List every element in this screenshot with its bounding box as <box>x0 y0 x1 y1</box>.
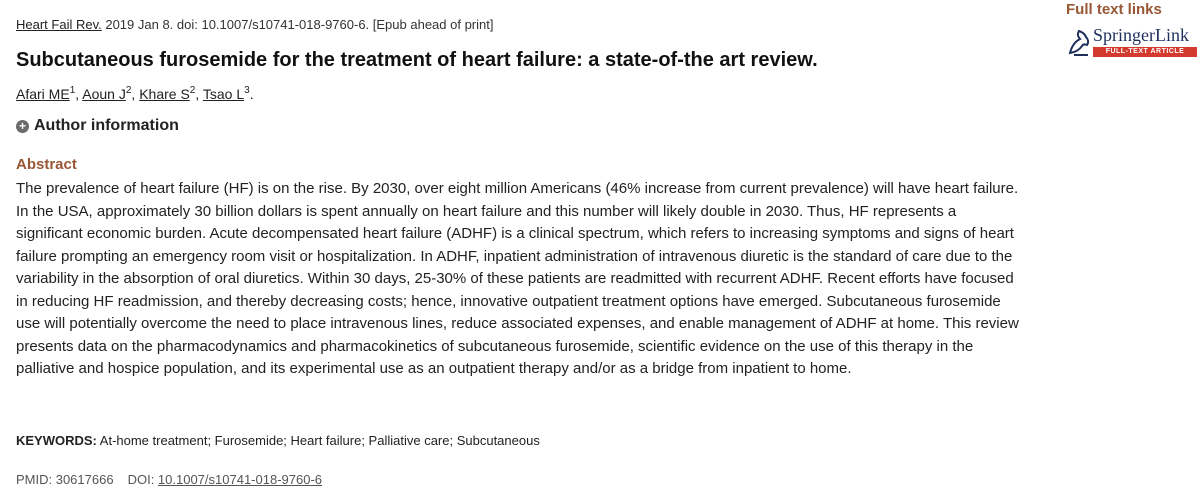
doi-label: DOI: <box>127 472 158 487</box>
keywords-line <box>16 433 540 448</box>
citation-details: 2019 Jan 8. doi: 10.1007/s10741-018-9760-6. [Epub ahead of print] <box>101 17 494 32</box>
author-link[interactable]: Aoun J <box>82 86 126 102</box>
full-text-links-heading: Full text links <box>1066 1 1162 18</box>
article-title: Subcutaneous furosemide for the treatment of heart failure: a state-of-the art review. <box>16 49 818 71</box>
keywords-label: KEYWORDS: <box>16 433 97 448</box>
author-affiliation-number: 2 <box>189 85 196 96</box>
citation-line <box>16 17 493 32</box>
author-affiliation-number: 1 <box>69 85 76 96</box>
doi-link[interactable]: 10.1007/s10741-018-9760-6 <box>157 472 323 487</box>
abstract-heading: Abstract <box>16 156 77 173</box>
keywords-list: At-home treatment; Furosemide; Heart failure; Palliative care; Subcutaneous <box>96 433 540 448</box>
full-text-article-tag: FULL-TEXT ARTICLE <box>1093 47 1197 57</box>
abstract-text: The prevalence of heart failure (HF) is on the rise. By 2030, over eight million Americans (46% increase from current prevalence) will have heart failure. In the USA, approximately 30 billion dollars is spent annually on heart failure and this number will likely double in 2030. Thus, HF represents a significant economic burden. Acute decompensated heart failure (ADHF) is a clinical spectrum, which refers to increasing symptoms and signs of heart failure prompting an emergency room visit or hospitalization. In ADHF, inpatient administration of intravenous diuretic is the standard of care due to the variability in the absorption of oral diuretics. Within 30 days, 25-30% of these patients are readmitted with recurrent ADHF. Recent efforts have focused in reducing HF readmission, and thereby decreasing costs; hence, innovative outpatient treatment options have emerged. Subcutaneous furosemide use will potentially overcome the need to place intravenous lines, reduce associated expenses, and enable management of ADHF at home. This review presents data on the pharmacodynamics and pharmacokinetics of subcutaneous furosemide, scientific evidence on the use of this therapy in the palliative and hospice population, and its experimental use as an outpatient therapy and/or as a bridge from inpatient to home. <box>16 180 1019 377</box>
author-affiliation-number: 2 <box>125 85 132 96</box>
springer-horse-logo-icon <box>1066 27 1092 57</box>
author-affiliation-number: 3 <box>244 85 250 96</box>
identifiers-line <box>16 472 322 487</box>
expand-plus-icon[interactable]: + <box>16 120 29 133</box>
springerlink-name: SpringerLink <box>1093 25 1189 45</box>
pmid: PMID: 30617666 <box>16 472 114 487</box>
author-link[interactable]: Afari ME <box>16 86 70 102</box>
journal-link[interactable]: Heart Fail Rev. <box>16 17 102 32</box>
author-list: Afari $ME^1$, Aoun $J^2$, Khare $S^2$, Tsao $L^3$. <box>16 85 254 102</box>
author-link[interactable]: Khare S <box>139 86 190 102</box>
author-information-label: Author information <box>34 117 179 134</box>
author-link[interactable]: Tsao L <box>202 86 245 102</box>
author-information-toggle[interactable] <box>16 117 179 135</box>
springerlink-button[interactable] <box>1066 25 1199 58</box>
